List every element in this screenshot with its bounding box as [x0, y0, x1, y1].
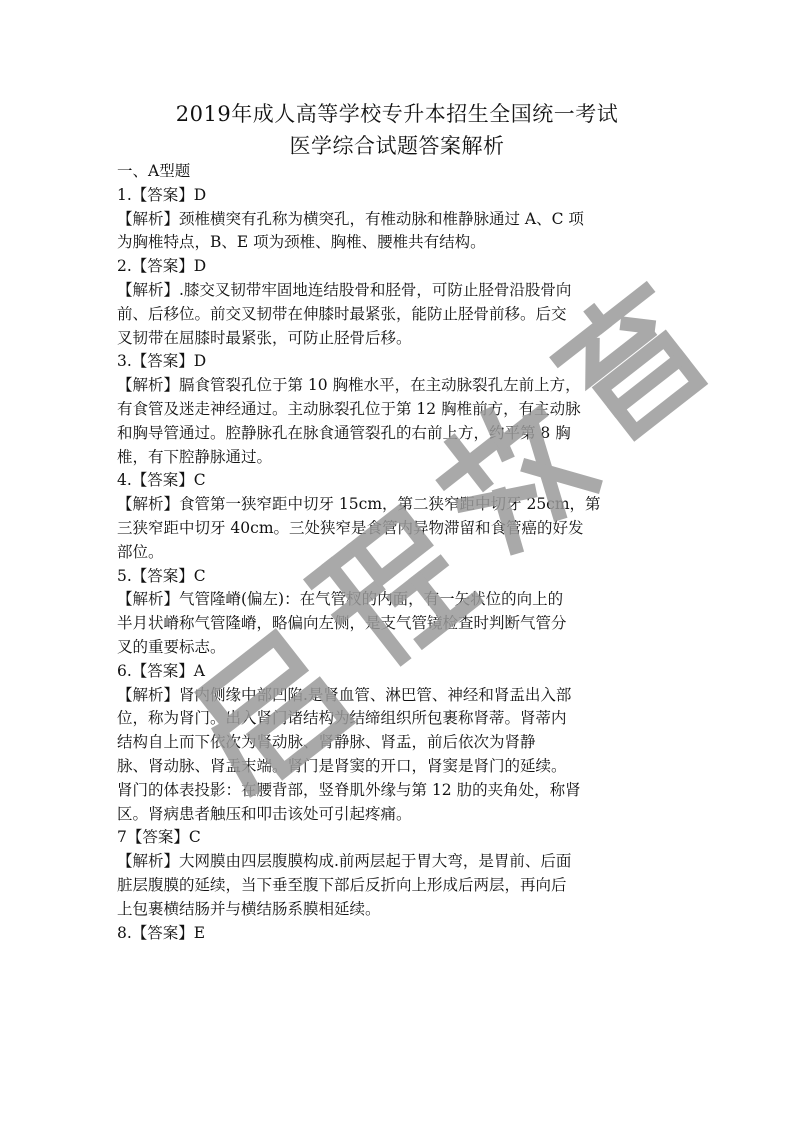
analysis-line: 叉的重要标志。: [117, 637, 226, 656]
answer-analysis-body: [117, 160, 677, 945]
page-title: 2019年成人高等学校专升本招生全国统一考试: [175, 102, 619, 126]
analysis-line: 为胸椎特点，B、E 项为颈椎、胸椎、腰椎共有结构。: [117, 233, 486, 252]
analysis-line: 【解析】膈食管裂孔位于第 10 胸椎水平，在主动脉裂孔左前上方，: [117, 376, 581, 395]
analysis-line: 区。肾病患者触压和叩击该处可引起疼痛。: [117, 804, 412, 823]
analysis-line: 部位。: [117, 542, 164, 561]
analysis-line: 肾门的体表投影：在腰背部，竖脊肌外缘与第 12 肋的夹角处，称肾: [117, 780, 581, 799]
analysis-line: 位，称为肾门。出入肾门诸结构为结缔组织所包裹称肾蒂。肾蒂内: [117, 709, 567, 728]
analysis-line: 脉、肾动脉、肾盂末端。肾门是肾窦的开口，肾窦是肾门的延续。: [117, 756, 567, 775]
analysis-line: 【解析】.膝交叉韧带牢固地连结股骨和胫骨，可防止胫骨沿股骨向: [117, 280, 572, 299]
analysis-line: 结构自上而下依次为肾动脉、肾静脉、肾盂，前后依次为肾静: [117, 733, 536, 752]
analysis-line: 上包裹横结肠并与横结肠系膜相延续。: [117, 899, 381, 918]
analysis-line: 【解析】肾内侧缘中部凹陷.是肾血管、淋巴管、神经和肾盂出入部: [117, 685, 572, 704]
answer-line: 7【答案】C: [117, 828, 201, 847]
section-heading: 一、A型题: [117, 162, 191, 180]
answer-line: 6.【答案】A: [117, 661, 205, 680]
analysis-line: 叉韧带在屈膝时最紧张，可防止胫骨后移。: [117, 328, 412, 347]
page-subtitle: 医学综合试题答案解析: [289, 134, 505, 158]
analysis-line: 前、后移位。前交叉韧带在伸膝时最紧张，能防止胫骨前移。后交: [117, 304, 567, 323]
analysis-line: 【解析】食管第一狭窄距中切牙 15cm，第二狭窄距中切牙 25cm，第: [117, 495, 601, 514]
answer-line: 3.【答案】D: [117, 352, 207, 371]
analysis-line: 有食管及迷走神经通过。主动脉裂孔位于第 12 胸椎前方，有主动脉: [117, 399, 581, 418]
analysis-line: 【解析】气管隆嵴(偏左)：在气管杈的内面，有一矢状位的向上的: [117, 590, 564, 609]
answer-line: 5.【答案】C: [117, 566, 206, 585]
answer-line: 8.【答案】E: [117, 923, 206, 942]
title-block: [0, 98, 794, 162]
answer-line: 4.【答案】C: [117, 471, 206, 490]
analysis-line: 半月状嵴称气管隆嵴，略偏向左侧，是支气管镜检查时判断气管分: [117, 614, 567, 633]
analysis-line: 脏层腹膜的延续，当下垂至腹下部后反折向上形成后两层，再向后: [117, 875, 567, 894]
analysis-line: 【解析】大网膜由四层腹膜构成.前两层起于胃大弯，是胃前、后面: [117, 852, 572, 871]
analysis-line: 三狭窄距中切牙 40cm。三处狭窄是食管内异物滞留和食管癌的好发: [117, 518, 584, 537]
answer-line: 2.【答案】D: [117, 257, 207, 276]
analysis-line: 和胸导管通过。腔静脉孔在脉食通管裂孔的右前上方，约平第 8 胸: [117, 423, 571, 442]
analysis-line: 【解析】颈椎横突有孔称为横突孔，有椎动脉和椎静脉通过 A、C 项: [117, 209, 584, 228]
analysis-line: 椎，有下腔静脉通过。: [117, 447, 273, 466]
answer-line: 1.【答案】D: [117, 185, 207, 204]
